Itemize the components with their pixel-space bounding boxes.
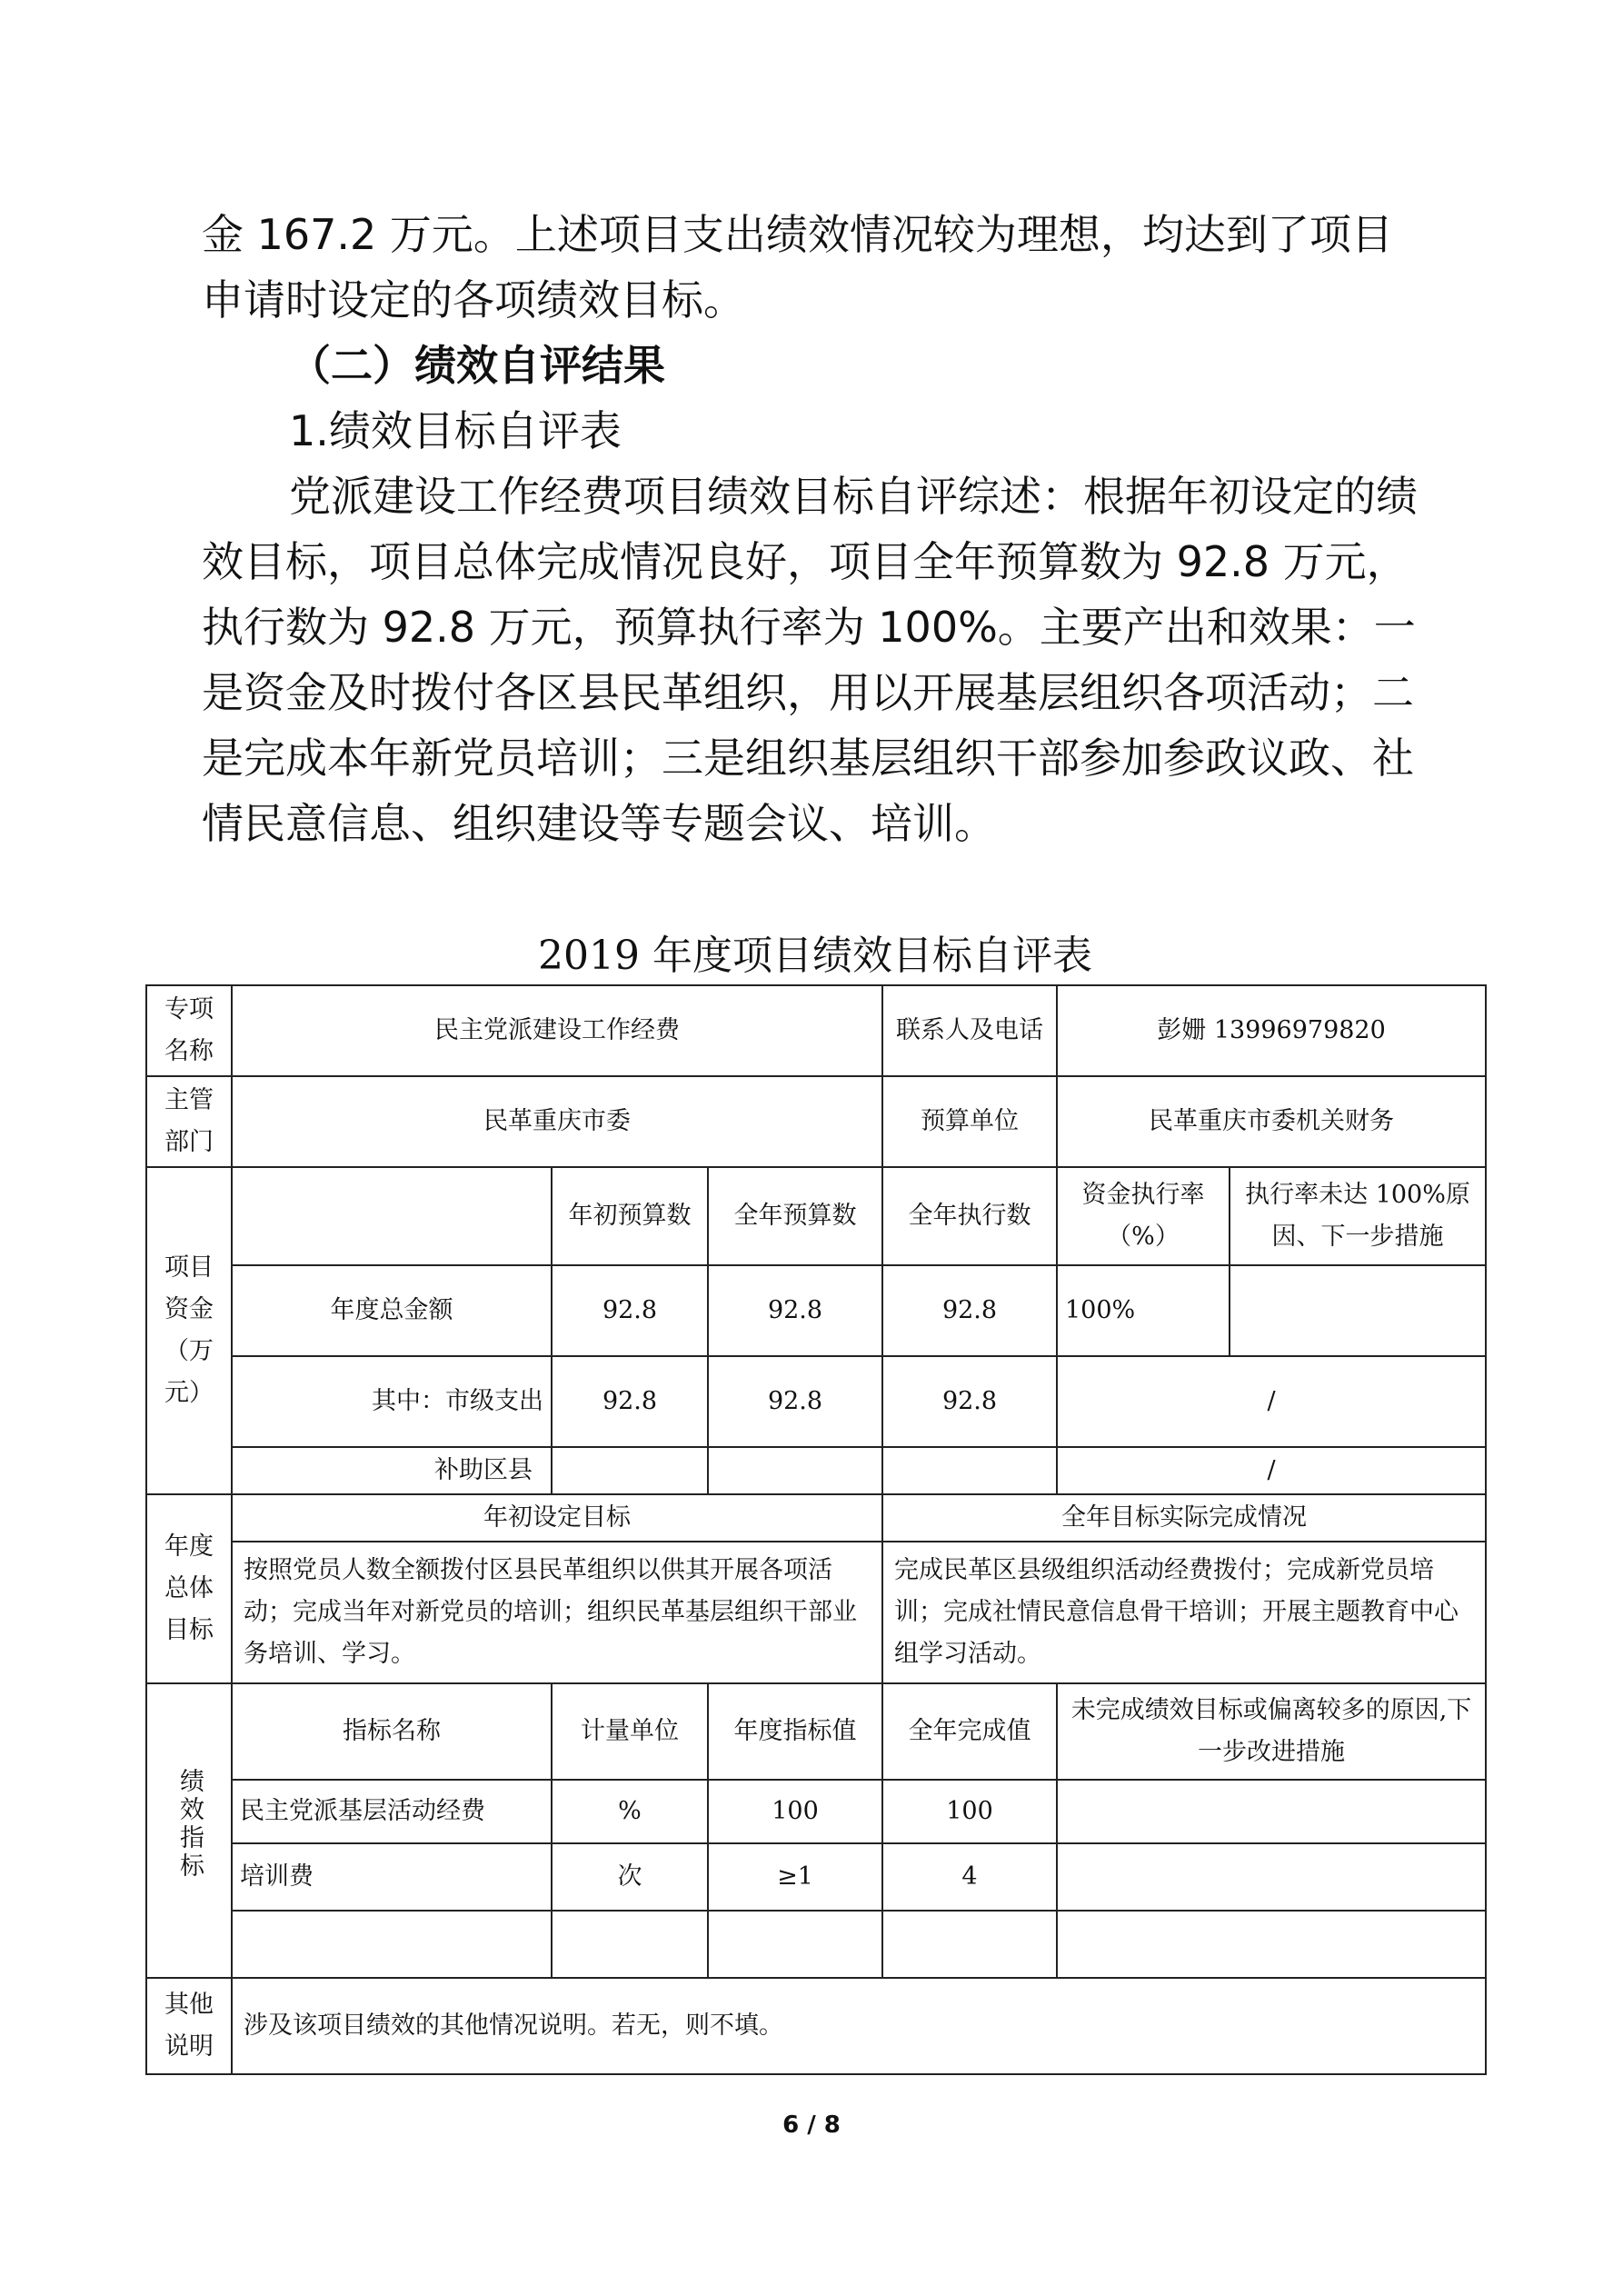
funds-label: 项目资金（万元）: [146, 1167, 232, 1494]
indicator-empty: [1057, 1911, 1486, 1978]
budget-unit-label: 预算单位: [882, 1076, 1057, 1167]
table-row: [146, 1978, 1486, 2074]
project-name-label: 专项名称: [146, 985, 232, 1076]
funds-city-slash: /: [1057, 1356, 1486, 1447]
funds-city-annual: 92.8: [708, 1356, 882, 1447]
funds-city-initial: 92.8: [552, 1356, 708, 1447]
funds-subsidy-label: 补助区县: [232, 1447, 552, 1494]
funds-subsidy-annual: [708, 1447, 882, 1494]
goals-actual-text: 完成民革区县级组织活动经费拨付；完成新党员培训；完成社情民意信息骨干培训；开展主题教育中心组学习活动。: [882, 1542, 1486, 1683]
funds-total-rate: 100%: [1057, 1265, 1230, 1356]
other-label: 其他说明: [146, 1978, 232, 2074]
funds-header-rate: 资金执行率（%）: [1057, 1167, 1230, 1265]
goals-initial-text: 按照党员人数全额拨付区县民革组织以供其开展各项活动；完成当年对新党员的培训；组织民革基层组织干部业务培训、学习。: [232, 1542, 882, 1683]
table-row: [146, 1494, 1486, 1542]
funds-total-annual: 92.8: [708, 1265, 882, 1356]
indicator-header-unit: 计量单位: [552, 1683, 708, 1780]
funds-total-initial: 92.8: [552, 1265, 708, 1356]
funds-city-label: 其中：市级支出: [232, 1356, 552, 1447]
paragraph-continuation: 金 167.2 万元。上述项目支出绩效情况较为理想，均达到了项目申请时设定的各项绩效目标。: [202, 210, 1393, 324]
section-heading-results: （二）绩效自评结果: [289, 341, 665, 390]
funds-header-empty: [232, 1167, 552, 1265]
indicator-empty: [882, 1911, 1057, 1978]
table-row: [146, 1447, 1486, 1494]
goals-actual-header: 全年目标实际完成情况: [882, 1494, 1486, 1542]
project-name-value: 民主党派建设工作经费: [232, 985, 882, 1076]
page-number: 6 / 8: [782, 2111, 841, 2139]
funds-subsidy-initial: [552, 1447, 708, 1494]
indicator-target: 100: [708, 1780, 882, 1843]
indicator-actual: 100: [882, 1780, 1057, 1843]
indicator-empty: [232, 1911, 552, 1978]
table-row: [146, 1542, 1486, 1683]
funds-header-annual: 全年预算数: [708, 1167, 882, 1265]
funds-total-exec: 92.8: [882, 1265, 1057, 1356]
contact-value: 彭姗 13996979820: [1057, 985, 1486, 1076]
goals-initial-header: 年初设定目标: [232, 1494, 882, 1542]
indicator-actual: 4: [882, 1843, 1057, 1911]
dept-value: 民革重庆市委: [232, 1076, 882, 1167]
indicator-header-actual: 全年完成值: [882, 1683, 1057, 1780]
indicator-unit: %: [552, 1780, 708, 1843]
funds-total-reason: [1230, 1265, 1486, 1356]
performance-table: [145, 984, 1487, 2075]
table-row: [146, 1843, 1486, 1911]
indicator-unit: 次: [552, 1843, 708, 1911]
funds-header-initial: 年初预算数: [552, 1167, 708, 1265]
funds-subsidy-exec: [882, 1447, 1057, 1494]
funds-total-label: 年度总金额: [232, 1265, 552, 1356]
table-row: [146, 1911, 1486, 1978]
paragraph-summary: 党派建设工作经费项目绩效目标自评综述：根据年初设定的绩效目标，项目总体完成情况良好，项目全年预算数为 92.8 万元，执行数为 92.8 万元，预算执行率为 100%。主要产出和效果：一是资金及时拨付各区县民革组织，用以开展基层组织各项活动；二是完成本年新党员培训；三是组织基层组织干部参加参政议政、社情民意信息、组织建设等专题会议、培训。: [202, 472, 1418, 848]
budget-unit-value: 民革重庆市委机关财务: [1057, 1076, 1486, 1167]
indicator-reason: [1057, 1780, 1486, 1843]
goals-label: 年度总体目标: [146, 1494, 232, 1683]
contact-label: 联系人及电话: [882, 985, 1057, 1076]
indicators-label: 绩效指标: [175, 1767, 204, 1881]
indicator-empty: [708, 1911, 882, 1978]
table-row: [146, 1076, 1486, 1167]
funds-header-exec: 全年执行数: [882, 1167, 1057, 1265]
indicator-name: 民主党派基层活动经费: [232, 1780, 552, 1843]
table-row: [146, 985, 1486, 1076]
table-row: [146, 1683, 1486, 1780]
dept-label: 主管部门: [146, 1076, 232, 1167]
table-title: 2019 年度项目绩效目标自评表: [538, 933, 1092, 979]
funds-header-reason: 执行率未达 100%原因、下一步措施: [1230, 1167, 1486, 1265]
table-row: [146, 1167, 1486, 1265]
indicator-header-target: 年度指标值: [708, 1683, 882, 1780]
subheading-self-eval-table: 1.绩效目标自评表: [289, 406, 622, 455]
other-text: 涉及该项目绩效的其他情况说明。若无，则不填。: [232, 1978, 1486, 2074]
indicator-name: 培训费: [232, 1843, 552, 1911]
funds-city-exec: 92.8: [882, 1356, 1057, 1447]
indicator-empty: [552, 1911, 708, 1978]
funds-subsidy-slash: /: [1057, 1447, 1486, 1494]
table-row: [146, 1356, 1486, 1447]
table-row: [146, 1265, 1486, 1356]
indicator-header-reason: 未完成绩效目标或偏离较多的原因,下一步改进措施: [1057, 1683, 1486, 1780]
indicator-reason: [1057, 1843, 1486, 1911]
indicators-label-cell: [146, 1683, 232, 1978]
indicator-target: ≥1: [708, 1843, 882, 1911]
indicator-header-name: 指标名称: [232, 1683, 552, 1780]
table-row: [146, 1780, 1486, 1843]
